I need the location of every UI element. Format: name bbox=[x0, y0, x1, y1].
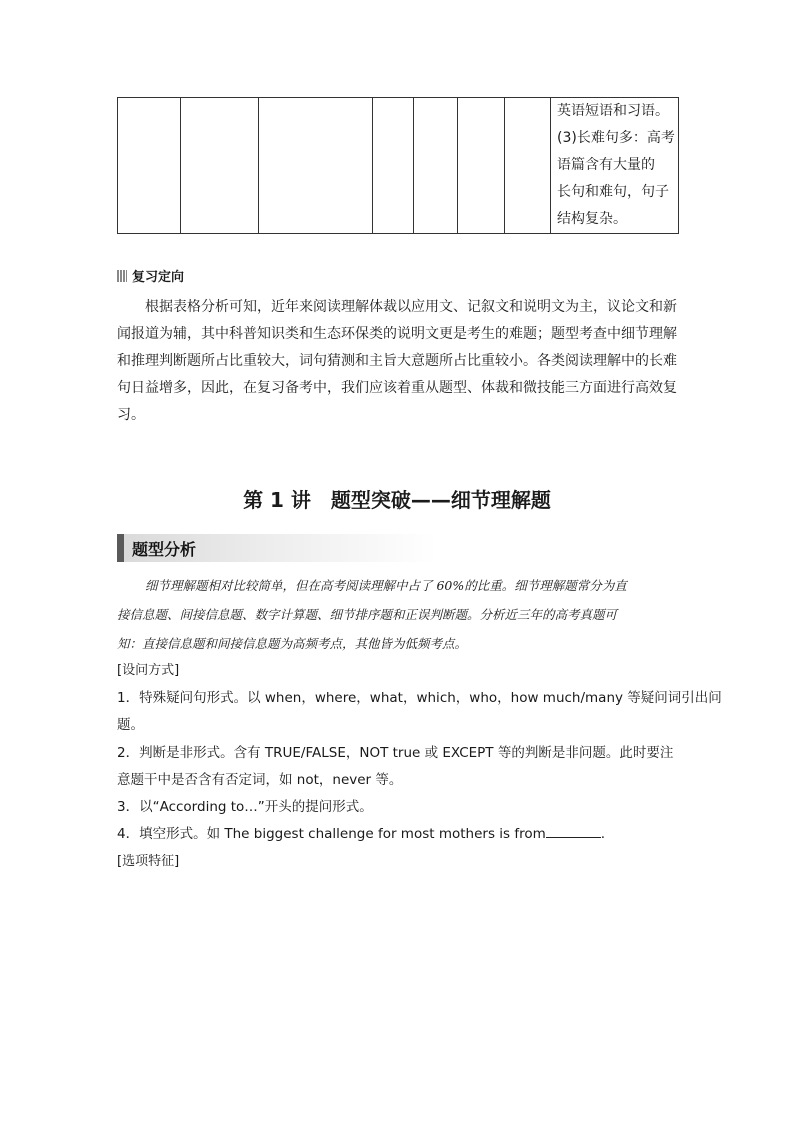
paragraph-line: 和推理判断题所占比重较大，词句猜测和主旨大意题所占比重较小。各类阅读理解中的长难 bbox=[117, 353, 677, 369]
paragraph-line: 根据表格分析可知，近年来阅读理解体裁以应用文、记叙文和说明文为主，议论文和新 bbox=[145, 299, 677, 315]
list-item: 题。 bbox=[117, 717, 144, 733]
question-forms-label: [设问方式] bbox=[117, 663, 180, 678]
list-item: 意题干中是否含有否定词，如 not，never 等。 bbox=[117, 772, 403, 788]
intro-line: 细节理解题相对比较简单，但在高考阅读理解中占了 60%的比重。细节理解题常分为直 bbox=[145, 578, 627, 593]
table-cell bbox=[181, 98, 259, 234]
paragraph-line: 句日益增多，因此，在复习备考中，我们应该着重从题型、体裁和微技能三方面进行高效复 bbox=[117, 380, 677, 396]
list-item-fill bbox=[117, 822, 605, 842]
cell-line: 英语短语和习语。 bbox=[557, 103, 669, 119]
intro-line: 接信息题、间接信息题、数字计算题、细节排序题和正误判断题。分析近三年的高考真题可 bbox=[117, 607, 618, 622]
table-cell bbox=[458, 98, 505, 234]
table-cell bbox=[118, 98, 181, 234]
paragraph-line: 习。 bbox=[117, 407, 145, 423]
section-heading: 题型分析 bbox=[132, 540, 197, 559]
table-cell bbox=[505, 98, 551, 234]
cell-line: 长句和难句，句子 bbox=[557, 184, 669, 200]
lecture-title: 第 1 讲 题型突破——细节理解题 bbox=[243, 488, 551, 512]
option-features-label: [选项特征] bbox=[117, 854, 180, 869]
fill-text: 4．填空形式。如 The biggest challenge for most mothers is from bbox=[117, 826, 546, 842]
review-heading bbox=[117, 266, 184, 285]
list-item: 3．以“According to…”开头的提问形式。 bbox=[117, 799, 373, 815]
table-cell-text bbox=[551, 98, 679, 234]
paragraph-line: 闻报道为辅，其中科普知识类和生态环保类的说明文更是考生的难题；题型考查中细节理解 bbox=[117, 326, 677, 342]
table-cell bbox=[259, 98, 373, 234]
review-paragraph bbox=[117, 294, 678, 429]
banner-bar bbox=[117, 534, 124, 562]
cell-line: 结构复杂。 bbox=[557, 211, 627, 227]
cell-line: (3)长难句多：高考 bbox=[557, 130, 675, 146]
blank-line bbox=[546, 825, 601, 838]
analysis-table bbox=[117, 97, 679, 234]
intro-paragraph bbox=[117, 571, 678, 658]
table-cell bbox=[373, 98, 414, 234]
list-item: 2．判断是非形式。含有 TRUE/FALSE，NOT true 或 EXCEPT 等的判断是非问题。此时要注 bbox=[117, 745, 674, 761]
table-cell bbox=[414, 98, 458, 234]
section-banner bbox=[117, 534, 437, 562]
list-item: 1．特殊疑问句形式。以 when，where，what，which，who，how much/many 等疑问词引出问 bbox=[117, 690, 722, 706]
cell-line: 语篇含有大量的 bbox=[557, 157, 655, 173]
fill-tail: . bbox=[600, 826, 606, 842]
intro-line: 知：直接信息题和间接信息题为高频考点，其他皆为低频考点。 bbox=[117, 636, 468, 651]
review-heading-text: 复习定向 bbox=[132, 270, 185, 285]
square-marker-icon bbox=[117, 270, 127, 282]
